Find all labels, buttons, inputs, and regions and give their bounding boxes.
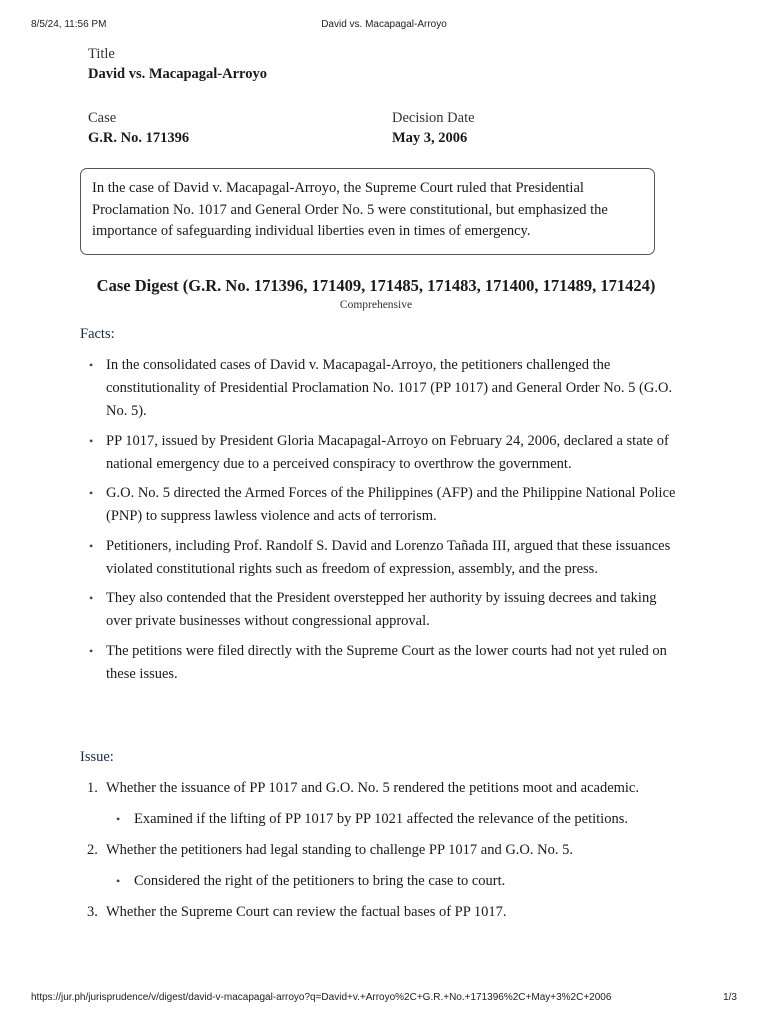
bullet-icon: • — [116, 812, 121, 826]
issue-number: 3. — [87, 904, 98, 920]
bullet-icon: • — [89, 538, 94, 553]
issue-text: Whether the issuance of PP 1017 and G.O. No. 5 rendered the petitions moot and academic. — [106, 780, 639, 796]
title-label: Title — [88, 46, 115, 62]
issue-number: 1. — [87, 780, 98, 796]
issue-text: Whether the petitioners had legal standing to challenge PP 1017 and G.O. No. 5. — [106, 842, 573, 858]
issue-item — [80, 901, 680, 924]
issue-item — [80, 777, 680, 831]
print-url: https://jur.ph/jurisprudence/v/digest/david-v-macapagal-arroyo?q=David+v.+Arroyo%2C+G.R.+No.+171396%2C+May+3%2C+2006 — [31, 992, 612, 1003]
fact-item — [80, 430, 680, 476]
case-title: David vs. Macapagal-Arroyo — [88, 66, 267, 82]
print-page-title: David vs. Macapagal-Arroyo — [321, 19, 447, 30]
issue-sub-item — [106, 808, 680, 831]
decision-meta — [392, 108, 475, 148]
print-page-number: 1/3 — [723, 992, 737, 1003]
title-meta — [88, 44, 267, 84]
case-number: G.R. No. 171396 — [88, 130, 190, 146]
fact-text: They also contended that the President overstepped her authority by issuing decrees and taking over private businesses without congressional approval. — [106, 590, 657, 629]
fact-text: In the consolidated cases of David v. Macapagal-Arroyo, the petitioners challenged the constitutionality of Presidential Proclamation No. 1017 (PP 1017) and General Order No. 5 (G.O. No. 5). — [106, 357, 673, 419]
bullet-icon: • — [89, 433, 94, 448]
decision-date-label: Decision Date — [392, 110, 475, 126]
bullet-icon: • — [89, 358, 94, 372]
case-label: Case — [88, 110, 117, 126]
fact-item — [80, 354, 680, 423]
case-meta — [88, 108, 189, 148]
bullet-icon: • — [116, 874, 121, 888]
fact-item — [80, 482, 680, 528]
fact-item — [80, 587, 680, 633]
fact-item — [80, 535, 680, 581]
facts-heading: Facts: — [80, 326, 115, 342]
print-datetime: 8/5/24, 11:56 PM — [31, 19, 107, 30]
fact-item — [80, 640, 680, 686]
fact-text: Petitioners, including Prof. Randolf S. David and Lorenzo Tañada III, argued that these issuances violated constitutional rights such as freedom of expression, assembly, and the press. — [106, 537, 671, 577]
print-footer — [0, 992, 768, 1006]
issues-list — [80, 777, 680, 932]
issue-number: 2. — [87, 842, 98, 858]
digest-subtitle: Comprehensive — [339, 299, 413, 311]
issue-sub-text: Examined if the lifting of PP 1017 by PP 1021 affected the relevance of the petitions. — [134, 811, 628, 827]
summary-box: In the case of David v. Macapagal-Arroyo, the Supreme Court ruled that Presidential Proclamation No. 1017 and General Order No. 5 were constitutional, but emphasized the importance of safeguarding individual liberties even in times of emergency. — [80, 168, 655, 255]
issue-sub-text: Considered the right of the petitioners to bring the case to court. — [134, 873, 506, 889]
bullet-icon: • — [89, 591, 94, 605]
print-header — [0, 19, 768, 33]
fact-text: PP 1017, issued by President Gloria Macapagal-Arroyo on February 24, 2006, declared a state of national emergency due to a perceived conspiracy to overthrow the government. — [106, 432, 669, 472]
issue-text: Whether the Supreme Court can review the factual bases of PP 1017. — [106, 904, 507, 920]
bullet-icon: • — [89, 643, 94, 658]
fact-text: The petitions were filed directly with the Supreme Court as the lower courts had not yet ruled on these issues. — [106, 642, 667, 682]
facts-list — [80, 354, 680, 692]
issue-item — [80, 839, 680, 893]
fact-text: G.O. No. 5 directed the Armed Forces of the Philippines (AFP) and the Philippine National Police (PNP) to suppress lawless violence and acts of terrorism. — [106, 485, 676, 524]
issue-sub-item — [106, 870, 680, 893]
issue-heading: Issue: — [80, 749, 114, 765]
bullet-icon: • — [89, 486, 94, 500]
digest-title: Case Digest (G.R. No. 171396, 171409, 171485, 171483, 171400, 171489, 171424) — [96, 276, 656, 295]
decision-date: May 3, 2006 — [392, 130, 468, 146]
